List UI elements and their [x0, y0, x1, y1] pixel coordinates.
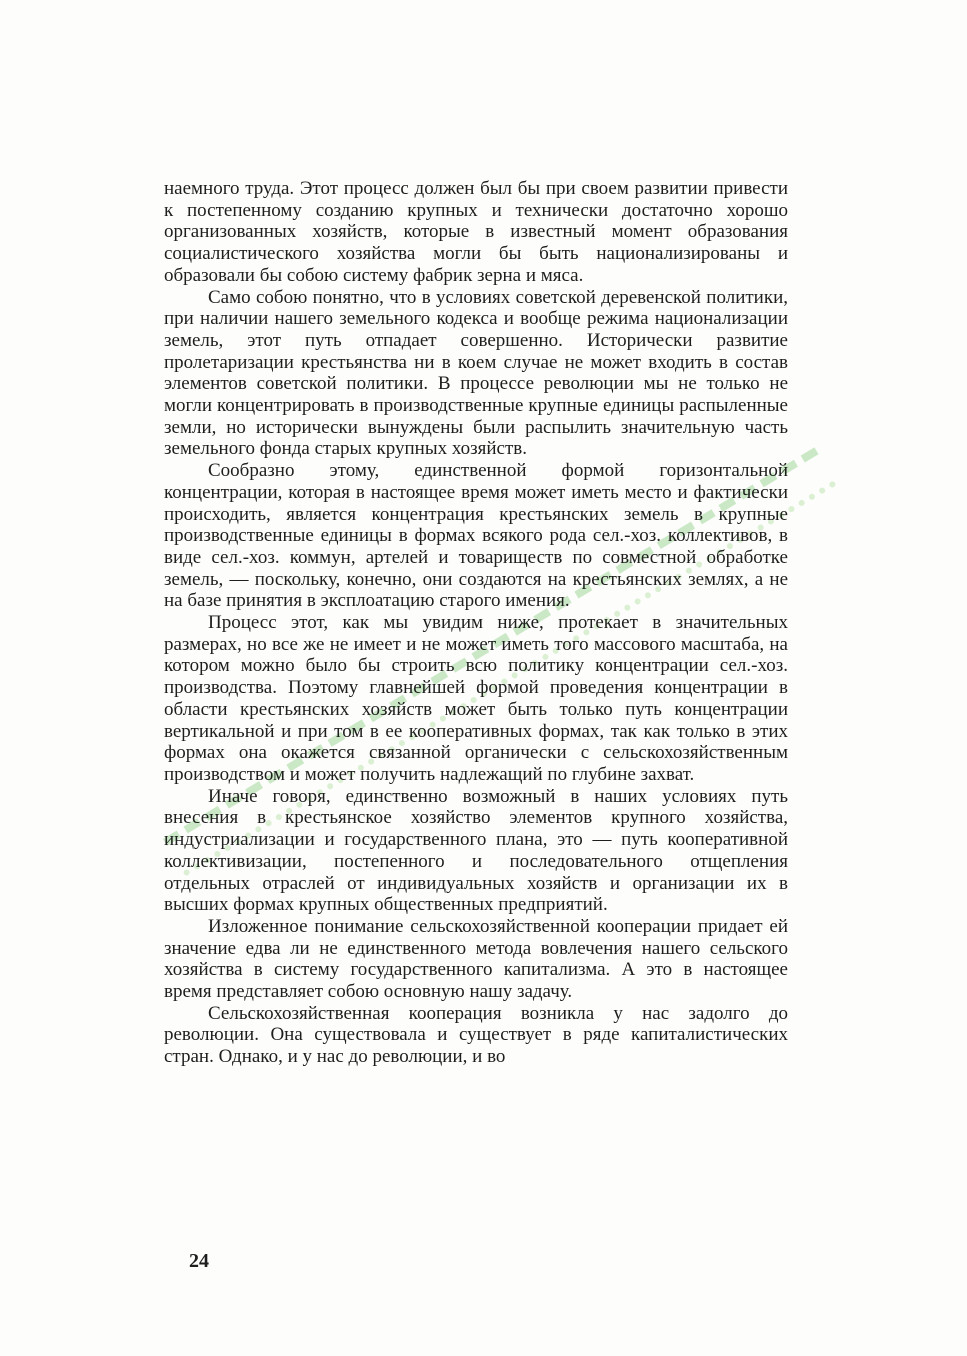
paragraph-2: Само собою понятно, что в условиях советской деревенской политики, при наличии нашего земельного кодекса и вообще режима национализации земель, этот путь отпадает совершенно. Исторически развитие пролетаризации крестьянства ни в коем случае не может входить в состав элементов советской политики. В процессе революции мы не только не могли концентрировать в производственные крупные единицы распыленные земли, но исторически вынуждены были распылить значительную часть земельного фонда старых крупных хозяйств. — [164, 286, 788, 460]
paragraph-1: наемного труда. Этот процесс должен был бы при своем развитии привести к постепенному созданию крупных и технически достаточно хорошо организованных хозяйств, которые в известный момент образования социалистического хозяйства могли бы быть национализированы и образовали бы собою систему фабрик зерна и мяса. — [164, 178, 788, 286]
paragraph-4: Процесс этот, как мы увидим ниже, протекает в значительных размерах, но все же не имеет и не может иметь того массового масштаба, на котором можно было бы строить всю политику концентрации сел.-хоз. производства. Поэтому главнейшей формой проведения концентрации в области крестьянских хозяйств может быть только путь концентрации вертикальной и при том в ее кооперативных формах, так как только в этих формах она окажется связанной органически с сельскохозяйственным производством и может получить надлежащий по глубине захват. — [164, 612, 788, 785]
paragraph-3: Сообразно этому, единственной формой горизонтальной концентрации, которая в настоящее время может иметь место и фактически происходить, является концентрация крестьянских земель в крупные производственные единицы в формах всякого рода сел.-хоз. коллективов, в виде сел.-хоз. коммун, артелей и товариществ по совместной обработке земель, — поскольку, конечно, они создаются на крестьянских землях, а не на базе принятия в эксплоатацию старого имения. — [164, 460, 788, 612]
page-number: 24 — [189, 1250, 209, 1272]
paragraph-5: Иначе говоря, единственно возможный в наших условиях путь внесения в крестьянское хозяйство элементов крупного хозяйства, индустриализации и государственного плана, это — путь кооперативной коллективизации, постепенного и последовательного отщепления отдельных отраслей от индивидуальных хозяйств и организации их в высших формах крупных общественных предприятий. — [164, 785, 788, 916]
paragraph-6: Изложенное понимание сельскохозяйственной кооперации придает ей значение едва ли не единственного метода вовлечения нашего сельского хозяйства в систему государственного капитализма. А это в настоящее время представляет собою основную нашу задачу. — [164, 915, 788, 1003]
paragraph-7: Сельскохозяйственная кооперация возникла у нас задолго до революции. Она существовала и существует в ряде капиталистических стран. Однако, и у нас до революции, и во — [164, 1002, 788, 1068]
body-text — [164, 178, 788, 1068]
